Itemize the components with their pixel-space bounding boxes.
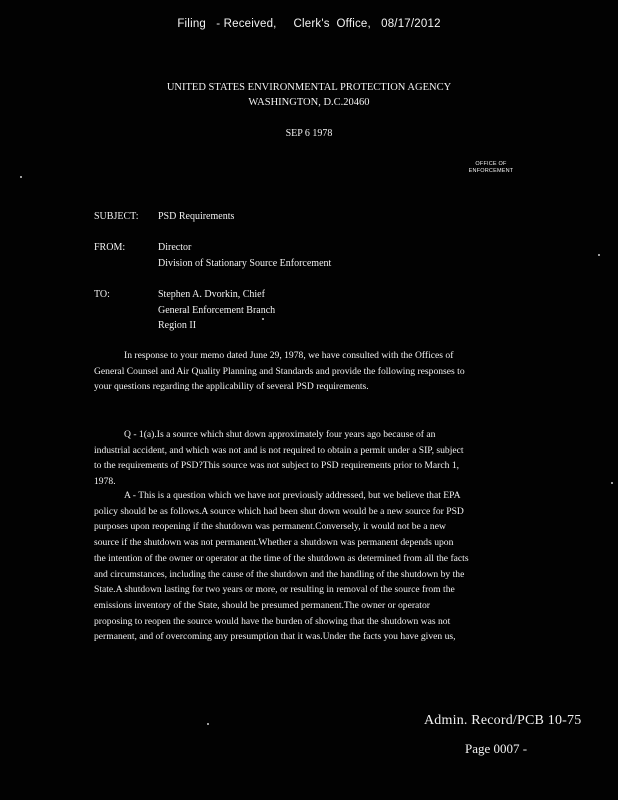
office-mark [456,161,526,175]
paragraph-line: permanent, and of overcoming any presumption that it was.Under the facts you have given us, [94,631,456,643]
subject-label: SUBJECT: [94,211,139,222]
paragraph-line: 1978. [94,476,116,488]
subject-row [94,209,234,225]
paragraph-line: Q - 1(a).Is a source which shut down approximately four years ago because of an [124,429,436,440]
paragraph-line: the intention of the owner or operator at the time of the shutdown as determined from all the facts [94,552,469,564]
scan-speck [598,254,600,256]
to-label: TO: [94,289,110,300]
date-stamp: SEP 6 1978 [285,128,333,139]
paragraph-line: General Counsel and Air Quality Planning and Standards and provide the following responses to [94,365,465,377]
office-mark-line2: ENFORCEMENT [468,168,514,174]
paragraph-line: industrial accident, and which was not and is not required to obtain a permit under a SIP, subject [94,444,464,456]
from-row [94,240,331,271]
scan-speck [20,176,22,178]
admin-record-stamp: Admin. Record/PCB 10-75 [424,713,582,728]
paragraph-line: policy should be as follows.A source which had been shut down would be a new source for PSD [94,505,464,517]
page-number: Page 0007 - [465,741,528,756]
letterhead [0,81,618,110]
paragraph-line: emissions inventory of the State, should be presumed permanent.The owner or operator [94,599,430,611]
intro-paragraph [94,348,519,395]
paragraph-line: your questions regarding the applicability of several PSD requirements. [94,381,369,393]
paragraph-line: to the requirements of PSD?This source was not subject to PSD requirements prior to March 1, [94,460,460,472]
from-line: Division of Stationary Source Enforcement [158,257,332,269]
filing-stamp: Filing - Received, Clerk's Office, 08/17/2012 [177,18,441,30]
to-value [158,287,275,334]
paragraph-line: proposing to reopen the source would have the burden of showing that the shutdown was not [94,615,451,627]
subject-value: PSD Requirements [158,211,235,222]
to-row [94,287,275,334]
paragraph-line: and circumstances, including the cause of the shutdown and the handling of the shutdown by the [94,568,465,580]
agency-name: UNITED STATES ENVIRONMENTAL PROTECTION AGENCY [166,82,452,93]
from-value [158,240,331,271]
question-paragraph [94,427,519,490]
from-line: Director [158,242,192,253]
to-line: Region II [158,320,197,331]
to-line: Stephen A. Dvorkin, Chief [158,289,265,300]
from-label: FROM: [94,242,126,253]
paragraph-line: source if the shutdown was not permanent.Whether a shutdown was permanent depends upon [94,537,454,549]
answer-paragraph [94,488,519,645]
office-mark-line1: OFFICE OF [475,161,507,167]
scan-speck [611,482,613,484]
scan-speck [207,723,209,725]
paragraph-line: In response to your memo dated June 29, 1978, we have consulted with the Offices of [124,350,454,361]
paragraph-line: A - This is a question which we have not previously addressed, but we believe that EPA [124,490,461,501]
paragraph-line: purposes upon reopening if the shutdown was permanent.Conversely, it would not be a new [94,521,446,533]
scan-speck [262,318,264,320]
agency-address: WASHINGTON, D.C.20460 [248,96,370,108]
paragraph-line: State.A shutdown lasting for two years or more, or resulting in removal of the source from the [94,584,455,596]
to-line: General Enforcement Branch [158,304,276,316]
